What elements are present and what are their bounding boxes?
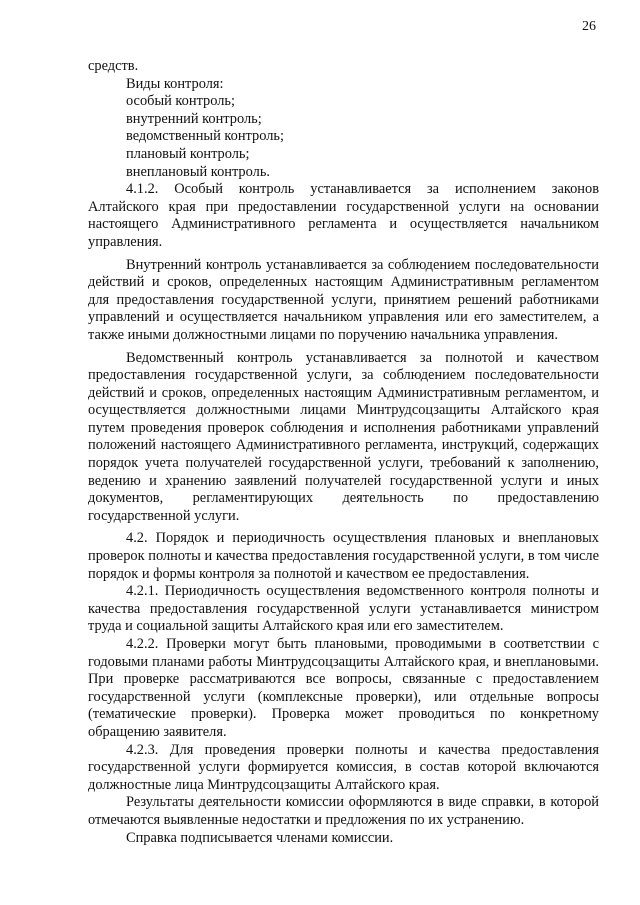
paragraph: 4.1.2. Особый контроль устанавливается за исполнением законов Алтайского края при предоставлении государственной услуги на основании настоящего Административного регламента и осуществляется начальником управления. (88, 181, 599, 250)
paragraph: 4.2.3. Для проведения проверки полноты и качества предоставления государственной услуги формируется комиссия, в состав которой включаются должностные лица Минтрудсоцзащиты Алтайского края. (88, 741, 599, 793)
paragraph: Результаты деятельности комиссии оформляются в виде справки, в которой отмечаются выявленные недостатки и предложения по их устранению. (88, 794, 599, 828)
list-item: внеплановый контроль. (126, 163, 270, 180)
paragraph: 4.2.1. Периодичность осуществления ведомственного контроля полноты и качества предоставления государственной услуги устанавливается министром труда и социальной защиты Алтайского края или его заместителем. (88, 583, 599, 635)
paragraph: 4.2.2. Проверки могут быть плановыми, проводимыми в соответствии с годовыми планами работы Минтрудсоцзащиты Алтайского края, и внеплановыми. При проверке рассматриваются все вопросы, связанные с предоставлением государственной услуги (комплексные проверки), или отдельные вопросы (тематические проверки). Проверка может проводиться по конкретному обращению заявителя. (88, 636, 599, 740)
paragraph: Справка подписывается членами комиссии. (126, 829, 394, 846)
body-text (88, 58, 599, 847)
list-item: внутренний контроль; (126, 110, 262, 127)
list-item: ведомственный контроль; (126, 128, 284, 145)
page-number: 26 (582, 19, 596, 34)
list-item: Виды контроля: (126, 75, 224, 92)
paragraph: Внутренний контроль устанавливается за соблюдением последовательности действий и сроков, определенных настоящим Административным регламентом для предоставления государственной услуги, принятием решений работниками управлений и осуществляется начальником управления или его заместителем, а также иными должностными лицами по поручению начальника управления. (88, 256, 599, 343)
list-item: плановый контроль; (126, 145, 250, 162)
paragraph: средств. (88, 58, 139, 74)
paragraph: Ведомственный контроль устанавливается за полнотой и качеством предоставления государственной услуги, за соблюдением последовательности действий и сроков, определенных настоящим Административным регламентом, и осуществляется должностными лицами Минтрудсоцзащиты Алтайского края путем проведения проверок соблюдения и исполнения работниками управлений положений настоящего Административного регламента, инструкций, содержащих порядок учета получателей государственной услуги, требований к заполнению, ведению и хранению заявлений получателей государственной услуги и иных документов, регламентирующих деятельность по предоставлению государственной услуги. (88, 349, 599, 524)
list-item: особый контроль; (126, 93, 235, 110)
paragraph: 4.2. Порядок и периодичность осуществления плановых и внеплановых проверок полноты и качества предоставления государственной услуги, в том числе порядок и формы контроля за полнотой и качеством ее предоставления. (88, 530, 599, 582)
